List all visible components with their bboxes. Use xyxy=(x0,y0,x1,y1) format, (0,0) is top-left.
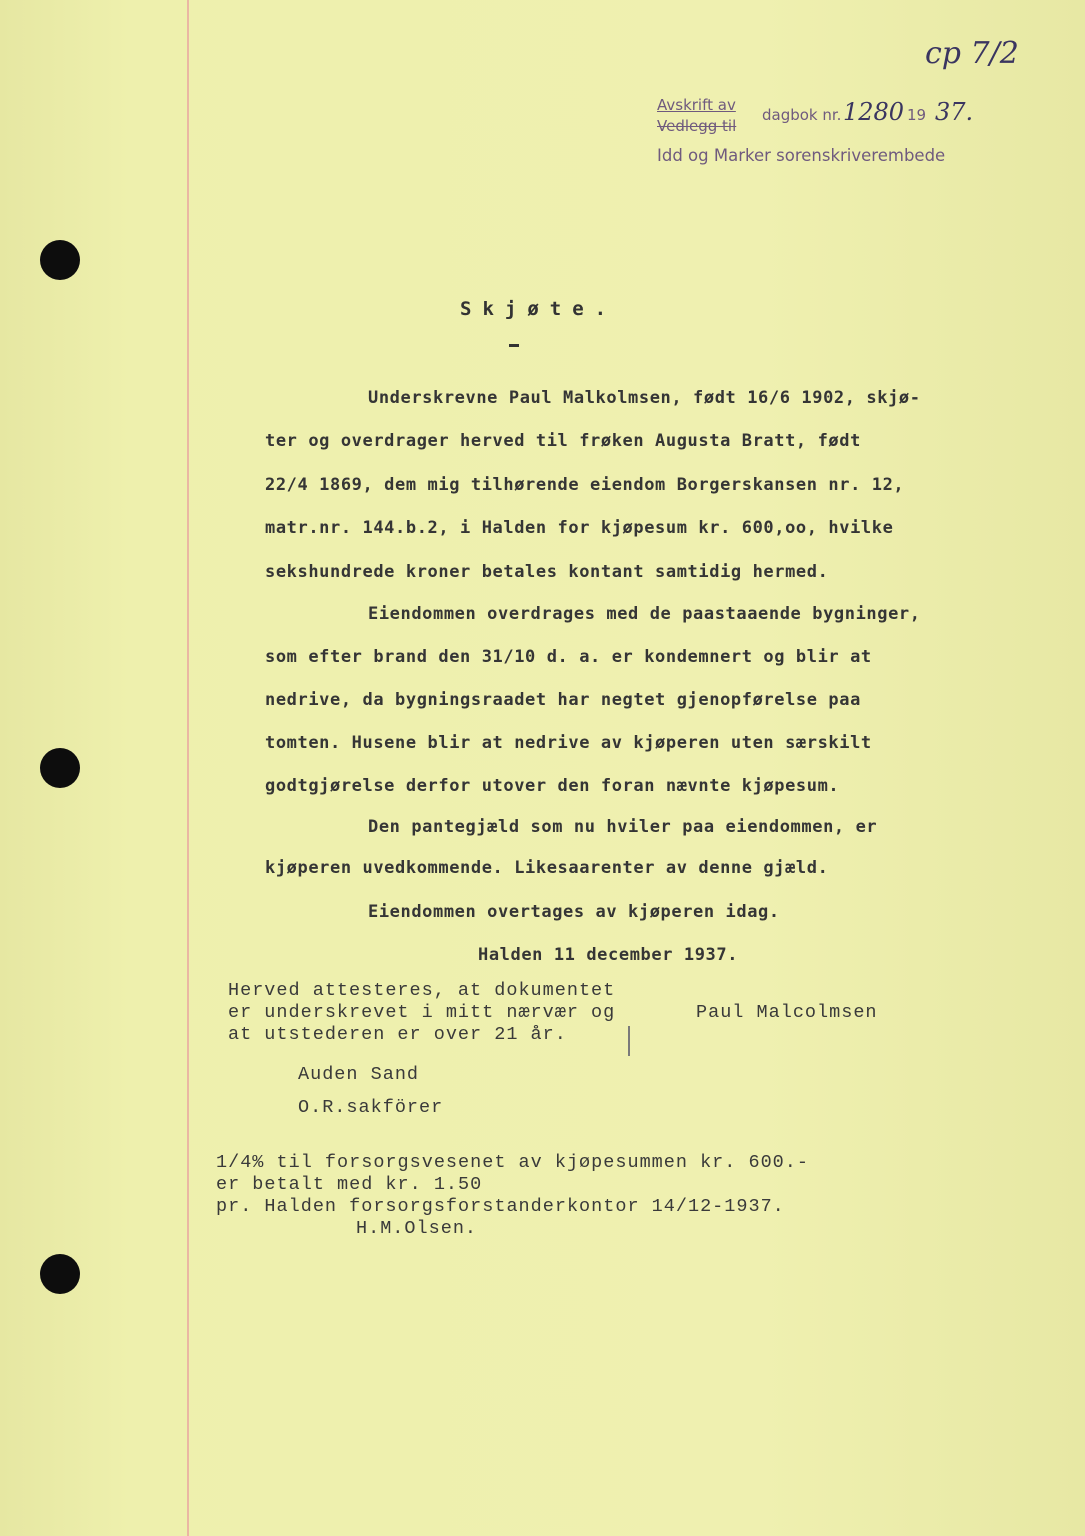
signer-name: Paul Malcolmsen xyxy=(696,1002,878,1023)
body-line: Den pantegjæld som nu hviler paa eiendommen, er xyxy=(368,817,878,837)
stamp-dagbok-label: dagbok nr. xyxy=(762,106,842,124)
punch-hole-middle xyxy=(40,748,80,788)
body-line: tomten. Husene blir at nedrive av kjøperen uten særskilt xyxy=(265,733,872,753)
body-line: 22/4 1869, dem mig tilhørende eiendom Borgerskansen nr. 12, xyxy=(265,475,905,495)
attestation-line: er underskrevet i mitt nærvær og xyxy=(228,1002,616,1023)
bracket-mark xyxy=(628,1026,630,1056)
office-stamp: Idd og Marker sorenskriverembede xyxy=(657,146,946,165)
body-line: godtgjørelse derfor utover den foran nævnte kjøpesum. xyxy=(265,776,840,796)
body-line: Underskrevne Paul Malkolmsen, født 16/6 1902, skjø- xyxy=(368,388,921,408)
body-line: som efter brand den 31/10 d. a. er kondemnert og blir at xyxy=(265,647,872,667)
stamp-vedlegg xyxy=(657,117,736,135)
year-suffix: 37. xyxy=(935,98,974,126)
stamp-avskrift-label: Avskrift av xyxy=(657,96,736,114)
fee-note-line: 1/4% til forsorgsvesenet av kjøpesummen kr. 600.- xyxy=(216,1152,809,1173)
body-line: sekshundrede kroner betales kontant samtidig hermed. xyxy=(265,562,829,582)
attestation-line: at utstederen er over 21 år. xyxy=(228,1024,567,1045)
punch-hole-top xyxy=(40,240,80,280)
document-title: Skjøte. xyxy=(460,298,618,320)
fee-note-signer: H.M.Olsen. xyxy=(356,1218,478,1239)
fee-note-line: pr. Halden forsorgsforstanderkontor 14/12-1937. xyxy=(216,1196,785,1217)
corner-note: cp 7/2 xyxy=(925,36,1019,71)
body-line: Eiendommen overdrages med de paastaaende bygninger, xyxy=(368,604,921,624)
title-dash xyxy=(509,344,519,347)
date-line: Halden 11 december 1937. xyxy=(478,945,739,965)
body-line: Eiendommen overtages av kjøperen idag. xyxy=(368,902,780,922)
body-line: ter og overdrager herved til frøken Augusta Bratt, født xyxy=(265,431,861,451)
fee-note-line: er betalt med kr. 1.50 xyxy=(216,1174,483,1195)
dagbok-number: 1280 xyxy=(843,98,905,126)
year-prefix: 19 xyxy=(907,106,927,124)
margin-line xyxy=(187,0,189,1536)
witness-title: O.R.sakförer xyxy=(298,1097,444,1118)
body-line: nedrive, da bygningsraadet har negtet gjenopførelse paa xyxy=(265,690,861,710)
body-line: matr.nr. 144.b.2, i Halden for kjøpesum kr. 600,oo, hvilke xyxy=(265,518,894,538)
body-line: kjøperen uvedkommende. Likesaarenter av denne gjæld. xyxy=(265,858,829,878)
stamp-vedlegg-label: Vedlegg til xyxy=(657,117,737,135)
attestation-line: Herved attesteres, at dokumentet xyxy=(228,980,616,1001)
stamp-dagbok xyxy=(762,106,841,124)
witness-name: Auden Sand xyxy=(298,1064,420,1085)
stamp-avskrift xyxy=(657,96,736,114)
punch-hole-bottom xyxy=(40,1254,80,1294)
